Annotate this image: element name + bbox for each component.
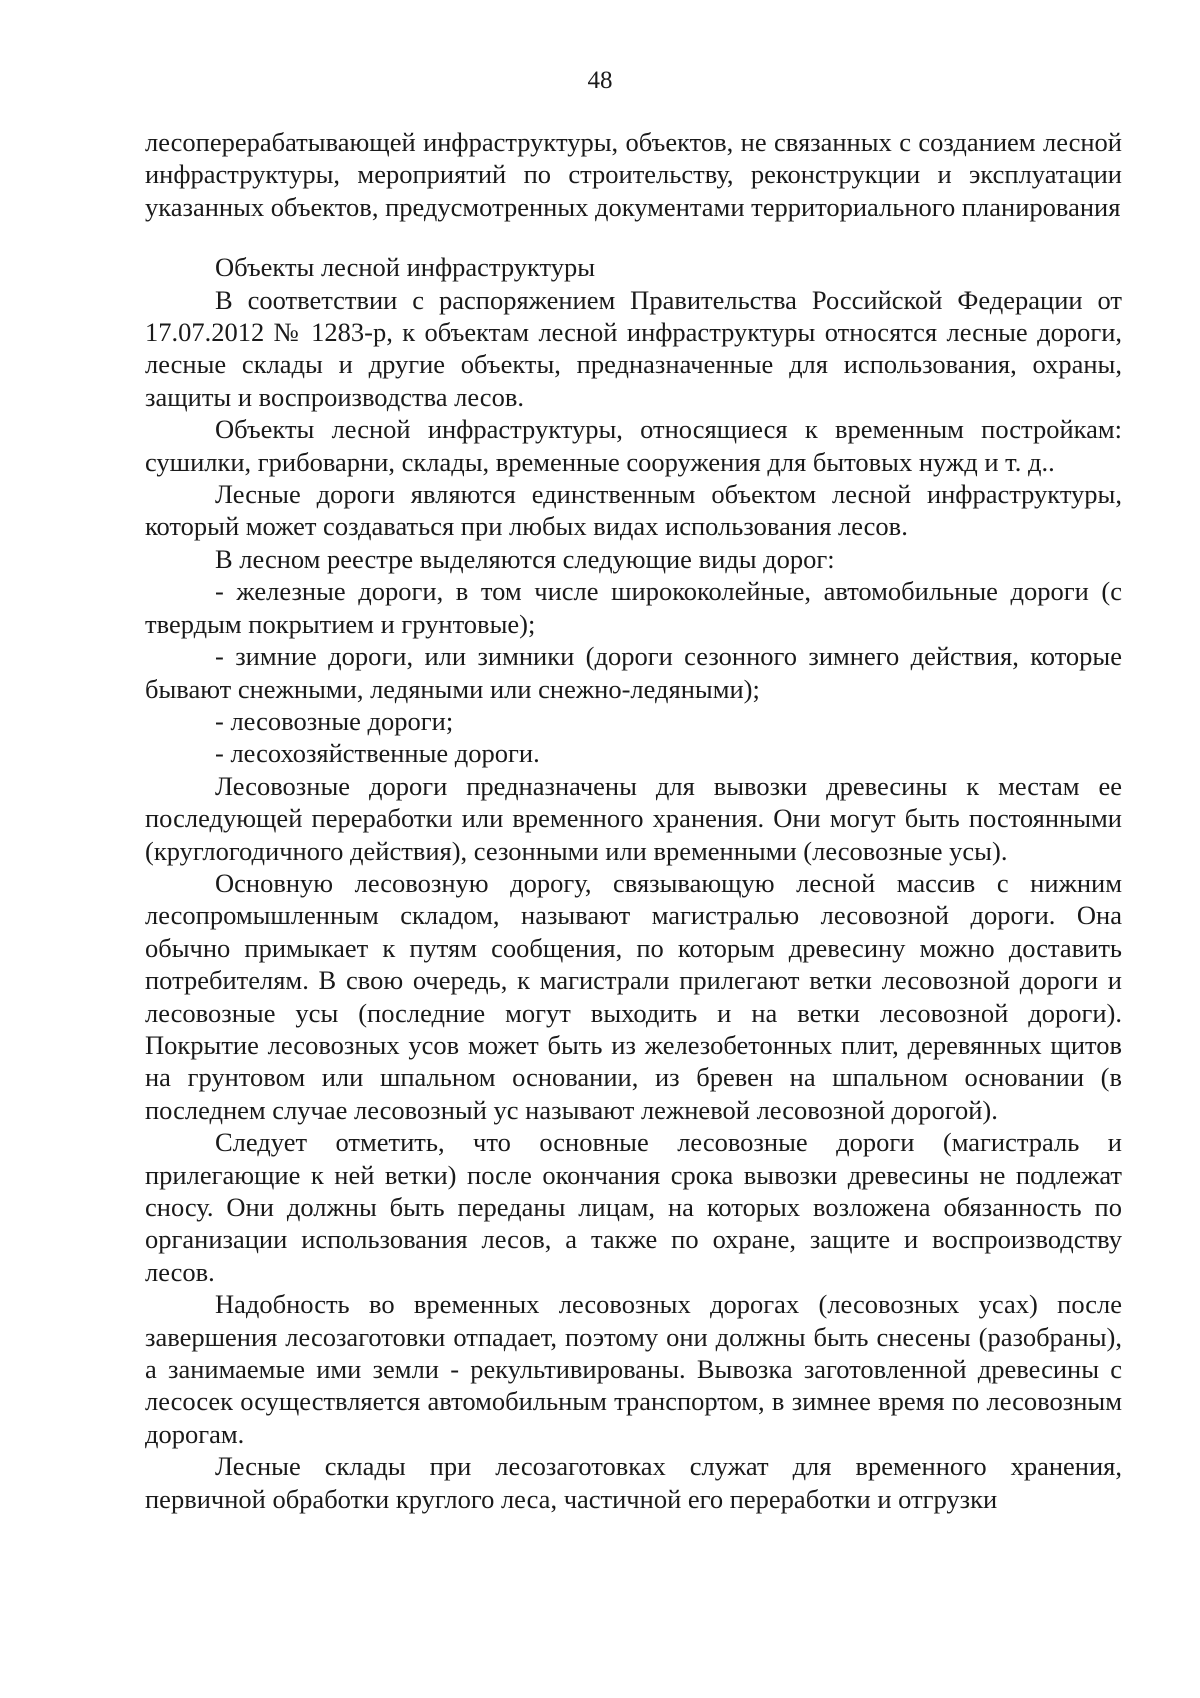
paragraph-intro: лесоперерабатывающей инфраструктуры, объектов, не связанных с созданием лесной инфраструктуры, мероприятий по строительству, реконструкции и эксплуатации указанных объектов, предусмотренных документами территориального планирования — [145, 127, 1122, 222]
paragraph: Лесные склады при лесозаготовках служат для временного хранения, первичной обработки круглого леса, частичной его переработки и отгрузки — [145, 1451, 1122, 1514]
paragraph: Лесовозные дороги предназначены для вывозки древесины к местам ее последующей переработки или временного хранения. Они могут быть постоянными (круглогодичного действия), сезонными или временными (лесовозные усы). — [145, 770, 1122, 866]
paragraph: Следует отметить, что основные лесовозные дороги (магистраль и прилегающие к ней ветки) после окончания срока вывозки древесины не подлежат сносу. Они должны быть переданы лицам, на которых возложена обязанность по организации использования лесов, а также по охране, защите и воспроизводству лесов. — [145, 1127, 1122, 1287]
list-item: - зимние дороги, или зимники (дороги сезонного зимнего действия, которые бывают снежными, ледяными или снежно-ледяными); — [145, 641, 1122, 704]
page-number: 48 — [587, 67, 613, 94]
list-item: - лесохозяйственные дороги. — [215, 738, 540, 769]
paragraph: Основную лесовозную дорогу, связывающую лесной массив с нижним лесопромышленным складом, называют магистралью лесовозной дороги. Она обычно примыкает к путям сообщения, по которым древесину можно доставить потребителям. В свою очередь, к магистрали прилегают ветки лесовозной дороги и лесовозные усы (последние могут выходить и на ветки лесовозной дороги). Покрытие лесовозных усов может быть из железобетонных плит, деревянных щитов на грунтовом или шпальном основании, из бревен на шпальном основании (в последнем случае лесовозный ус называют лежневой лесовозной дорогой). — [145, 867, 1122, 1125]
list-item: - лесовозные дороги; — [215, 705, 454, 736]
paragraph: В соответствии с распоряжением Правительства Российской Федерации от 17.07.2012 № 1283-р, к объектам лесной инфраструктуры относятся лесные дороги, лесные склады и другие объекты, предназначенные для использования, охраны, защиты и воспроизводства лесов. — [145, 284, 1122, 412]
section-heading: Объекты лесной инфраструктуры — [215, 252, 596, 283]
list-item: - железные дороги, в том числе ширококолейные, автомобильные дороги (с твердым покрытием и грунтовые); — [145, 576, 1122, 639]
paragraph: В лесном реестре выделяются следующие виды дорог: — [215, 543, 835, 574]
paragraph: Объекты лесной инфраструктуры, относящиеся к временным постройкам: сушилки, грибоварни, склады, временные сооружения для бытовых нужд и т. д.. — [145, 414, 1122, 477]
paragraph: Надобность во временных лесовозных дорогах (лесовозных усах) после завершения лесозаготовки отпадает, поэтому они должны быть снесены (разобраны), а занимаемые ими земли - рекультивированы. Вывозка заготовленной древесины с лесосек осуществляется автомобильным транспортом, в зимнее время по лесовозным дорогам. — [145, 1289, 1122, 1449]
paragraph: Лесные дороги являются единственным объектом лесной инфраструктуры, который может создаваться при любых видах использования лесов. — [145, 479, 1122, 542]
document-body — [145, 126, 1122, 1515]
